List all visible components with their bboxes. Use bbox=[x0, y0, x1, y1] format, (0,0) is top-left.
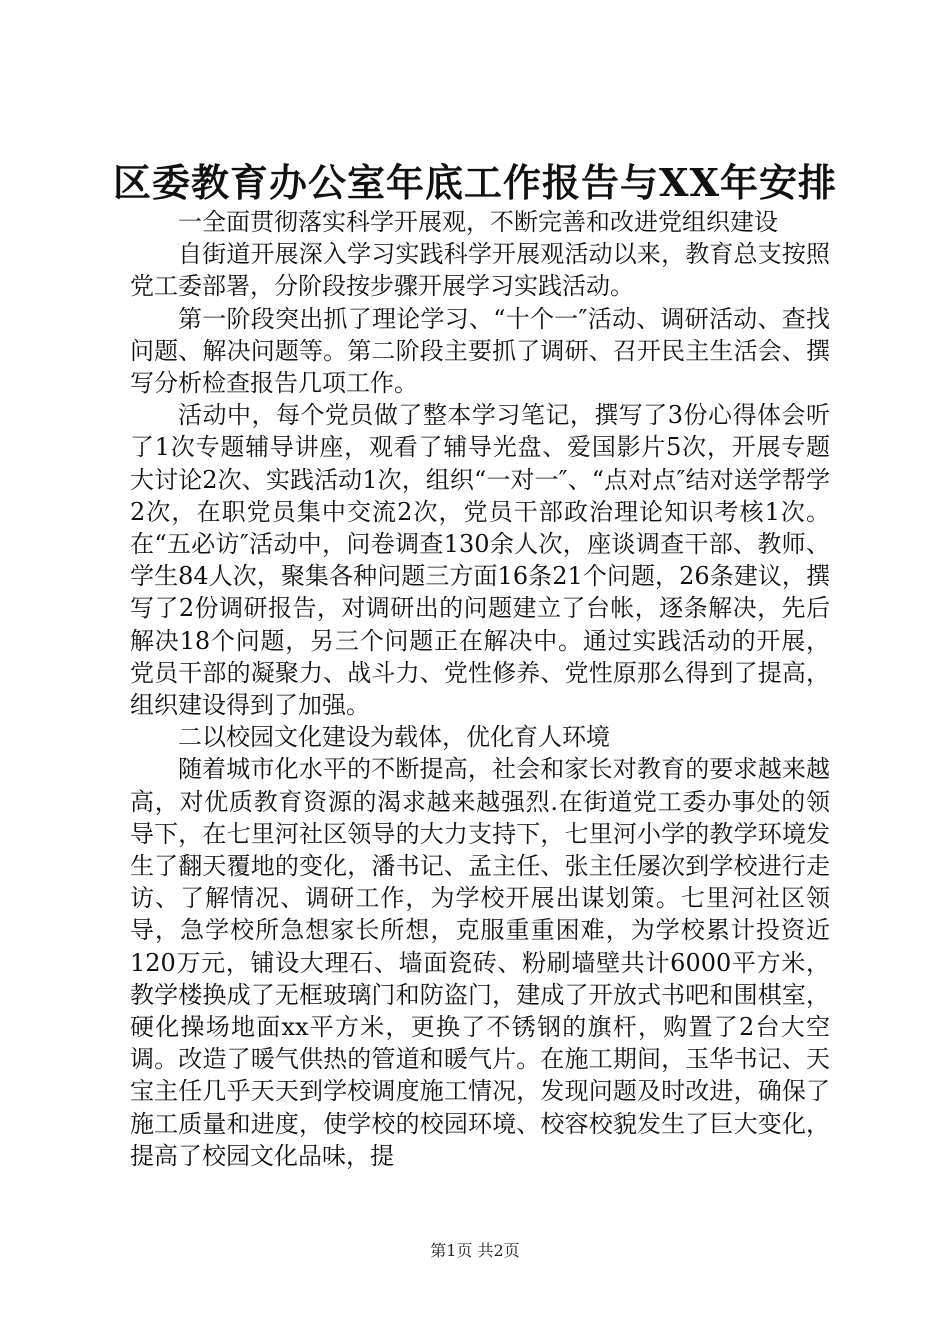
paragraph-2: 第一阶段突出抓了理论学习、“十个一″活动、调研活动、查找问题、解决问题等。第二阶段主要抓了调研、召开民主生活会、撰写分析检查报告几项工作。 bbox=[130, 304, 830, 398]
document-body bbox=[130, 206, 830, 1172]
section-heading-2: 二以校园文化建设为载体，优化育人环境 bbox=[178, 723, 610, 752]
paragraph-3: 活动中，每个党员做了整本学习笔记，撰写了3份心得体会听了1次专题辅导讲座，观看了辅导光盘、爱国影片5次，开展专题大讨论2次、实践活动1次，组织“一对一″、“点对点″结对送学帮学2次，在职党员集中交流2次，党员干部政治理论知识考核1次。在“五必访″活动中，问卷调查130余人次，座谈调查干部、教师、学生84人次，聚集各种问题三方面16条21个问题，26条建议，撰写了2份调研报告，对调研出的问题建立了台帐，逐条解决，先后解决18个问题，另三个问题正在解决中。通过实践活动的开展，党员干部的凝聚力、战斗力、党性修养、党性原那么得到了提高，组织建设得到了加强。 bbox=[130, 401, 830, 720]
paragraph-1: 自街道开展深入学习实践科学开展观活动以来，教育总支按照党工委部署，分阶段按步骤开展学习实践活动。 bbox=[130, 240, 830, 301]
page-number-footer: 第1页 共2页 bbox=[430, 1241, 520, 1260]
document-title: 区委教育办公室年底工作报告与XX年安排 bbox=[113, 160, 837, 205]
paragraph-4: 随着城市化水平的不断提高，社会和家长对教育的要求越来越高，对优质教育资源的渴求越来越强烈.在街道党工委办事处的领导下，在七里河社区领导的大力支持下，七里河小学的教学环境发生了翻天覆地的变化，潘书记、孟主任、张主任屡次到学校进行走访、了解情况、调研工作，为学校开展出谋划策。七里河社区领导，急学校所急想家长所想，克服重重困难，为学校累计投资近120万元，铺设大理石、墙面瓷砖、粉刷墙壁共计6000平方米，教学楼换成了无框玻璃门和防盗门，建成了开放式书吧和围棋室，硬化操场地面xx平方米，更换了不锈钢的旗杆，购置了2台大空调。改造了暖气供热的管道和暖气片。在施工期间，玉华书记、天宝主任几乎天天到学校调度施工情况，发现问题及时改进，确保了施工质量和进度，使学校的校园环境、校容校貌发生了巨大变化，提高了校园文化品味，提 bbox=[130, 755, 830, 1170]
section-heading-1: 一全面贯彻落实科学开展观，不断完善和改进党组织建设 bbox=[178, 208, 778, 236]
